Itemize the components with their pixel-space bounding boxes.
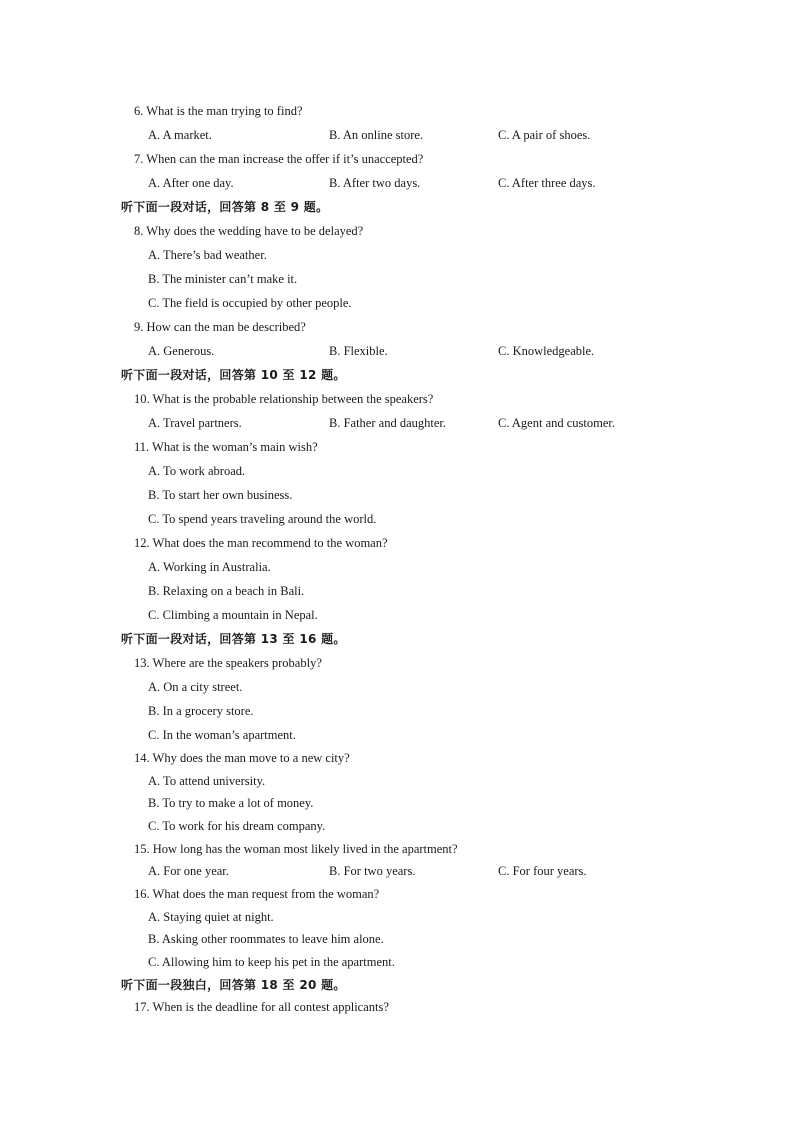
option-11c: C. To spend years traveling around the world. xyxy=(148,512,377,526)
option-14b: B. To try to make a lot of money. xyxy=(148,796,314,810)
option-12b: B. Relaxing on a beach in Bali. xyxy=(148,584,305,598)
question-11: 11. What is the woman’s main wish? xyxy=(134,440,318,454)
question-13: 13. Where are the speakers probably? xyxy=(134,656,322,670)
option-6b: B. An online store. xyxy=(329,128,424,142)
question-14: 14. Why does the man move to a new city? xyxy=(134,751,350,765)
option-8a: A. There’s bad weather. xyxy=(148,248,267,262)
question-17: 17. When is the deadline for all contest applicants? xyxy=(134,1000,389,1014)
option-14c: C. To work for his dream company. xyxy=(148,819,326,833)
section-instruction-8-9: 听下面一段对话，回答第 8 至 9 题。 xyxy=(121,200,329,214)
option-15b: B. For two years. xyxy=(329,864,416,878)
section-instruction-10-12: 听下面一段对话，回答第 10 至 12 题。 xyxy=(121,368,346,382)
option-8b: B. The minister can’t make it. xyxy=(148,272,298,286)
option-16b: B. Asking other roommates to leave him alone. xyxy=(148,932,384,946)
question-15: 15. How long has the woman most likely lived in the apartment? xyxy=(134,842,458,856)
option-12a: A. Working in Australia. xyxy=(148,560,271,574)
section-instruction-13-16: 听下面一段对话，回答第 13 至 16 题。 xyxy=(121,632,346,646)
question-7: 7. When can the man increase the offer if it’s unaccepted? xyxy=(134,152,424,166)
option-15a: A. For one year. xyxy=(148,864,229,878)
option-8c: C. The field is occupied by other people. xyxy=(148,296,352,310)
option-11b: B. To start her own business. xyxy=(148,488,293,502)
question-8: 8. Why does the wedding have to be delayed? xyxy=(134,224,364,238)
question-10: 10. What is the probable relationship between the speakers? xyxy=(134,392,434,406)
option-9b: B. Flexible. xyxy=(329,344,388,358)
option-6a: A. A market. xyxy=(148,128,212,142)
section-instruction-18-20: 听下面一段独白，回答第 18 至 20 题。 xyxy=(121,978,346,992)
option-9a: A. Generous. xyxy=(148,344,215,358)
option-15c: C. For four years. xyxy=(498,864,587,878)
option-13c: C. In the woman’s apartment. xyxy=(148,728,296,742)
option-11a: A. To work abroad. xyxy=(148,464,246,478)
option-7a: A. After one day. xyxy=(148,176,234,190)
option-13a: A. On a city street. xyxy=(148,680,243,694)
question-9: 9. How can the man be described? xyxy=(134,320,306,334)
question-6: 6. What is the man trying to find? xyxy=(134,104,303,118)
option-10c: C. Agent and customer. xyxy=(498,416,615,430)
option-7b: B. After two days. xyxy=(329,176,421,190)
option-7c: C. After three days. xyxy=(498,176,596,190)
question-16: 16. What does the man request from the woman? xyxy=(134,887,380,901)
option-14a: A. To attend university. xyxy=(148,774,266,788)
option-16c: C. Allowing him to keep his pet in the apartment. xyxy=(148,955,395,969)
option-10a: A. Travel partners. xyxy=(148,416,242,430)
option-9c: C. Knowledgeable. xyxy=(498,344,595,358)
option-16a: A. Staying quiet at night. xyxy=(148,910,274,924)
option-13b: B. In a grocery store. xyxy=(148,704,254,718)
option-10b: B. Father and daughter. xyxy=(329,416,446,430)
option-12c: C. Climbing a mountain in Nepal. xyxy=(148,608,318,622)
question-12: 12. What does the man recommend to the woman? xyxy=(134,536,388,550)
option-6c: C. A pair of shoes. xyxy=(498,128,591,142)
